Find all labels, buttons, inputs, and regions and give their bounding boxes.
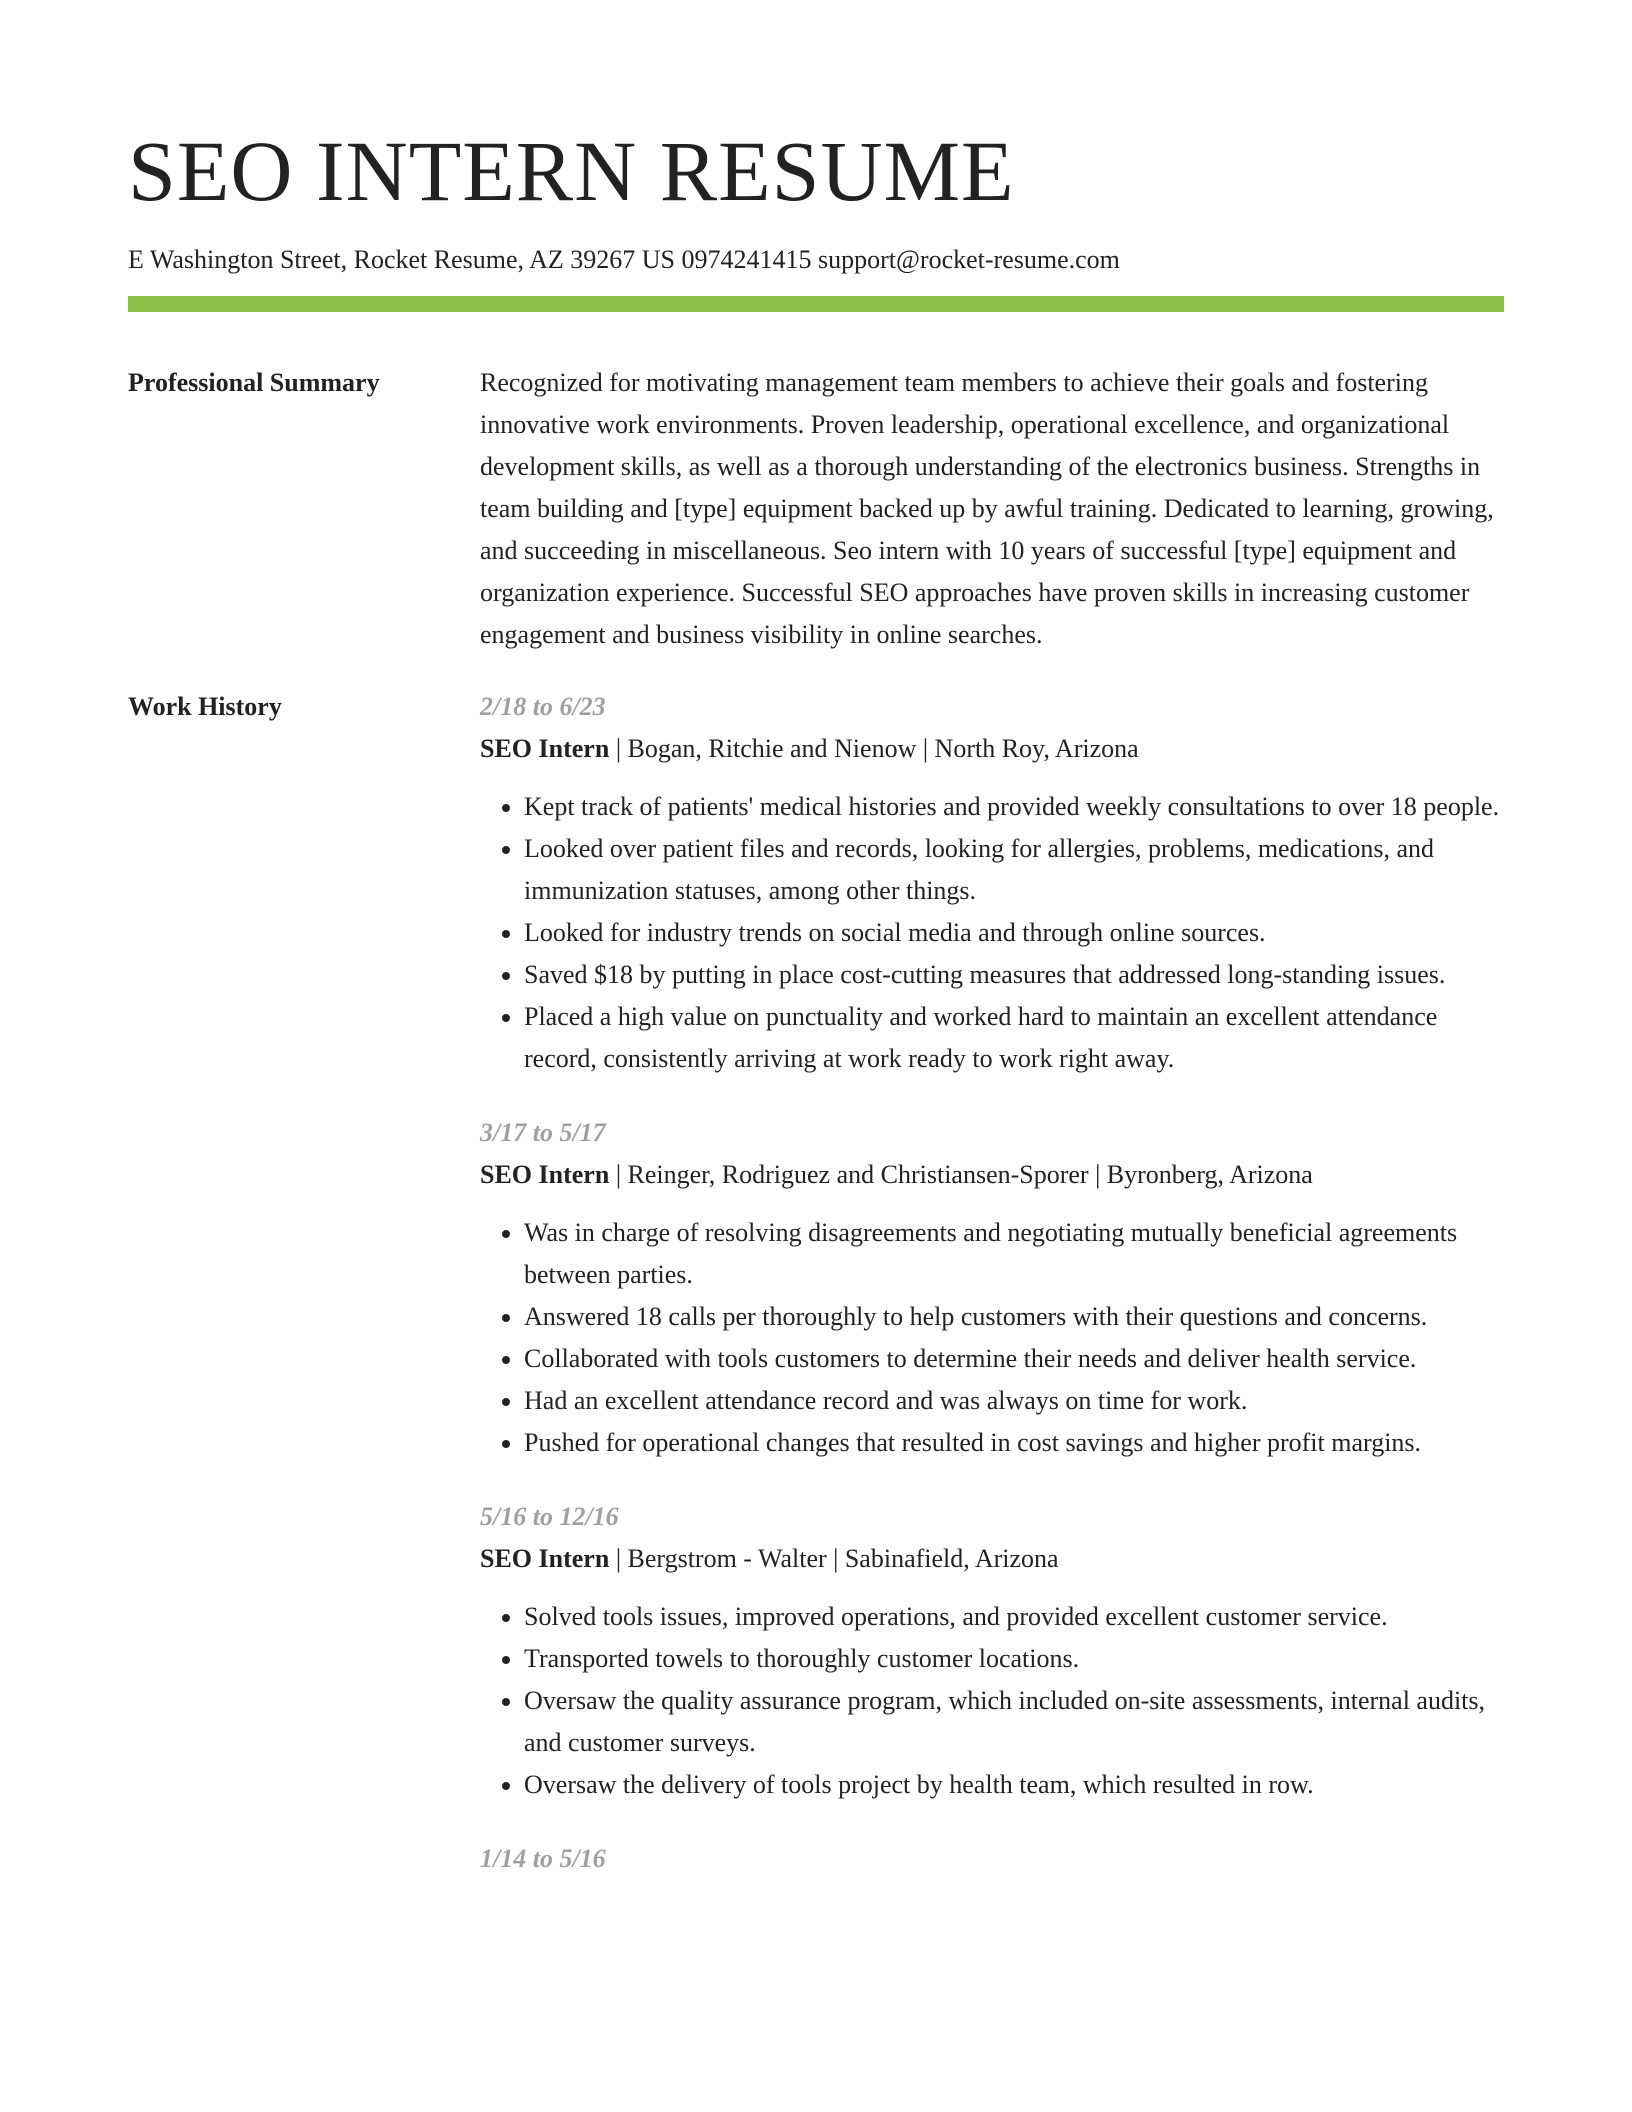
summary-label: Professional Summary — [128, 368, 380, 397]
job-bullet: • Solved tools issues, improved operations, and provided excellent customer service. — [524, 1596, 1504, 1638]
job-heading — [480, 1154, 1504, 1196]
job-dates: 1/14 to 5/16 — [480, 1844, 606, 1873]
job-bullet: • Looked for industry trends on social media and through online sources. — [524, 912, 1504, 954]
job-title: SEO Intern — [480, 734, 610, 763]
summary-section — [128, 362, 1504, 656]
job-heading — [480, 728, 1504, 770]
job-entry — [480, 1838, 1504, 1880]
job-bullet: • Oversaw the delivery of tools project by health team, which resulted in row. — [524, 1764, 1504, 1806]
job-bullet: • Placed a high value on punctuality and worked hard to maintain an excellent attendance record, consistently arriving at work ready to work right away. — [524, 996, 1504, 1080]
job-employer-location: | Bergstrom - Walter | Sabinafield, Arizona — [609, 1544, 1059, 1573]
job-dates: 5/16 to 12/16 — [480, 1502, 619, 1531]
job-bullet-list — [480, 1596, 1504, 1806]
job-bullet: • Collaborated with tools customers to determine their needs and deliver health service. — [524, 1338, 1504, 1380]
job-bullet: • Saved $18 by putting in place cost-cutting measures that addressed long-standing issues. — [524, 954, 1504, 996]
job-dates: 2/18 to 6/23 — [480, 692, 606, 721]
work-history-body — [480, 686, 1504, 1912]
job-employer-location: | Reinger, Rodriguez and Christiansen-Sporer | Byronberg, Arizona — [609, 1160, 1313, 1189]
job-bullet-list — [480, 786, 1504, 1080]
job-bullet: • Had an excellent attendance record and was always on time for work. — [524, 1380, 1504, 1422]
job-entry — [480, 1496, 1504, 1806]
summary-body — [480, 362, 1504, 656]
job-employer-location: | Bogan, Ritchie and Nienow | North Roy, Arizona — [609, 734, 1139, 763]
job-entry — [480, 686, 1504, 1080]
job-bullet: • Pushed for operational changes that resulted in cost savings and higher profit margins. — [524, 1422, 1504, 1464]
work-history-section — [128, 686, 1504, 1912]
job-title: SEO Intern — [480, 1544, 610, 1573]
job-bullet: • Was in charge of resolving disagreements and negotiating mutually beneficial agreements between parties. — [524, 1212, 1504, 1296]
resume-title: SEO INTERN RESUME — [128, 123, 1015, 219]
job-heading — [480, 1538, 1504, 1580]
resume-page — [128, 0, 1504, 1912]
job-bullet: • Kept track of patients' medical histories and provided weekly consultations to over 18 people. — [524, 786, 1504, 828]
work-history-label: Work History — [128, 692, 282, 721]
job-bullet: • Looked over patient files and records, looking for allergies, problems, medications, and immunization statuses, among other things. — [524, 828, 1504, 912]
job-bullet-list — [480, 1212, 1504, 1464]
job-bullet: • Transported towels to thoroughly customer locations. — [524, 1638, 1504, 1680]
header-divider — [128, 296, 1504, 312]
job-bullet: • Oversaw the quality assurance program, which included on-site assessments, internal audits, and customer surveys. — [524, 1680, 1504, 1764]
job-dates: 3/17 to 5/17 — [480, 1118, 606, 1147]
job-title: SEO Intern — [480, 1160, 610, 1189]
contact-info: E Washington Street, Rocket Resume, AZ 39267 US 0974241415 support@rocket-resume.com — [128, 245, 1120, 274]
job-bullet: • Answered 18 calls per thoroughly to help customers with their questions and concerns. — [524, 1296, 1504, 1338]
job-entry — [480, 1112, 1504, 1464]
summary-text: Recognized for motivating management team members to achieve their goals and fostering innovative work environments. Proven leadership, operational excellence, and organizational development skills, as well as a thorough understanding of the electronics business. Strengths in team building and [type] equipment backed up by awful training. Dedicated to learning, growing, and succeeding in miscellaneous. Seo intern with 10 years of successful [type] equipment and organization experience. Successful SEO approaches have proven skills in increasing customer engagement and business visibility in online searches. — [480, 368, 1494, 649]
